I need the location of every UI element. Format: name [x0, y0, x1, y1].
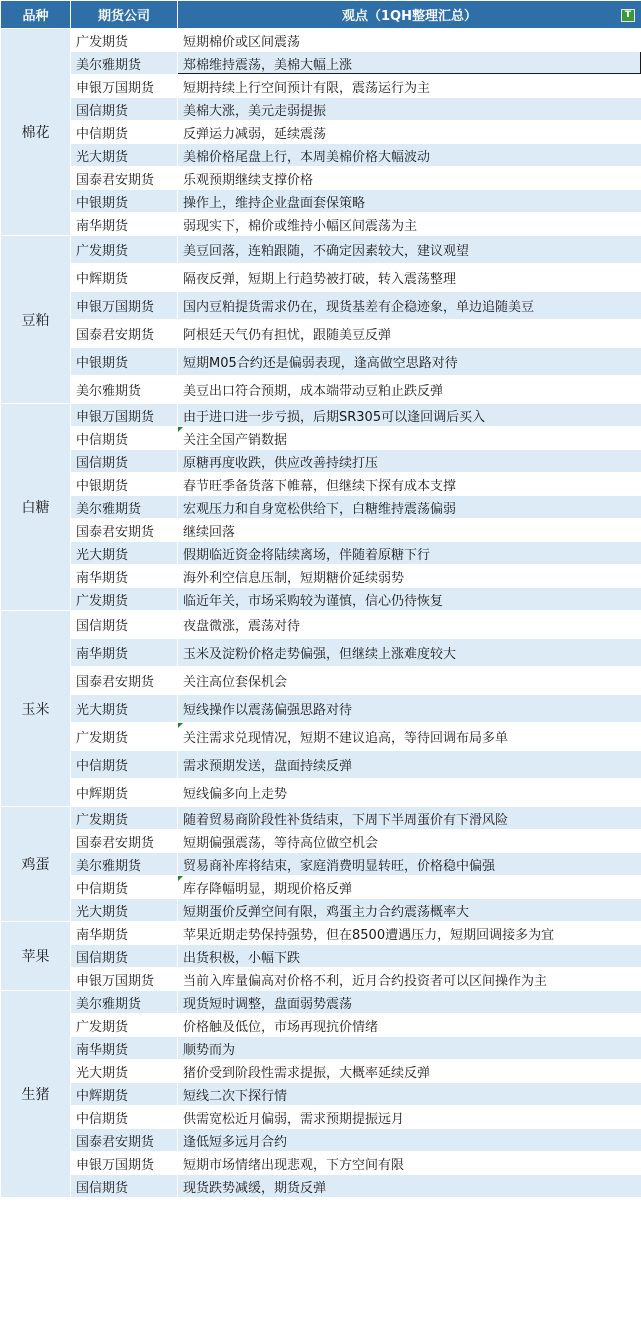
view-cell[interactable] — [178, 1083, 641, 1106]
view-cell[interactable] — [178, 1060, 641, 1083]
view-text: 顺势而为 — [183, 1042, 236, 1058]
company-cell[interactable]: 国泰君安期货 — [71, 519, 178, 542]
table-row — [1, 473, 641, 496]
view-text: 短线二次下探行情 — [183, 1088, 288, 1104]
company-cell[interactable]: 国信期货 — [71, 945, 178, 968]
view-cell[interactable] — [178, 29, 641, 52]
view-text: 短线偏多向上走势 — [183, 787, 288, 802]
view-cell[interactable] — [178, 264, 641, 292]
comment-indicator-icon — [178, 427, 183, 432]
view-cell[interactable] — [178, 1106, 641, 1129]
company-cell[interactable]: 国泰君安期货 — [71, 320, 178, 348]
view-text: 原糖再度收跌，供应改善持续打压 — [183, 455, 379, 471]
company-cell[interactable]: 美尔雅期货 — [71, 991, 178, 1014]
view-cell[interactable] — [178, 751, 641, 779]
view-text: 玉米及淀粉价格走势偏强，但继续上涨难度较大 — [183, 647, 457, 662]
company-cell[interactable]: 广发期货 — [71, 723, 178, 751]
header-company[interactable]: 期货公司 — [71, 1, 178, 29]
variety-cell[interactable]: 苹果 — [1, 922, 71, 991]
view-cell[interactable] — [178, 542, 641, 565]
variety-cell[interactable]: 鸡蛋 — [1, 807, 71, 922]
filter-icon[interactable]: T — [621, 9, 635, 22]
view-text: 短线操作以震荡偏强思路对待 — [183, 703, 353, 718]
table-row — [1, 695, 641, 723]
company-cell[interactable]: 广发期货 — [71, 588, 178, 611]
table-body — [1, 29, 641, 1198]
view-text: 短期蛋价反弹空间有限，鸡蛋主力合约震荡概率大 — [183, 904, 470, 920]
table-row — [1, 853, 641, 876]
company-cell[interactable]: 中银期货 — [71, 348, 178, 376]
view-cell[interactable] — [178, 565, 641, 588]
company-cell[interactable]: 南华期货 — [71, 565, 178, 588]
table-row — [1, 1152, 641, 1175]
company-cell[interactable]: 美尔雅期货 — [71, 376, 178, 404]
company-cell[interactable]: 中辉期货 — [71, 264, 178, 292]
view-text: 当前入库量偏高对价格不利，近月合约投资者可以区间操作为主 — [183, 973, 548, 989]
table-row — [1, 1060, 641, 1083]
view-text: 美棉大涨，美元走弱提振 — [183, 103, 327, 119]
view-text: 美棉价格尾盘上行，本周美棉价格大幅波动 — [183, 149, 431, 165]
company-cell[interactable]: 申银万国期货 — [71, 968, 178, 991]
company-cell[interactable]: 中信期货 — [71, 751, 178, 779]
view-text: 由于进口进一步亏损，后期SR305可以逢回调后买入 — [183, 409, 486, 425]
view-text: 出货积极，小幅下跌 — [183, 950, 301, 966]
company-cell[interactable]: 中信期货 — [71, 1106, 178, 1129]
company-cell[interactable]: 光大期货 — [71, 144, 178, 167]
view-text: 假期临近资金将陆续离场，伴随着原糖下行 — [183, 547, 431, 563]
table-row — [1, 320, 641, 348]
company-cell[interactable]: 中辉期货 — [71, 1083, 178, 1106]
table-row — [1, 1175, 641, 1198]
view-text: 库存降幅明显，期现价格反弹 — [183, 881, 353, 897]
view-cell[interactable] — [178, 1152, 641, 1175]
table-row — [1, 404, 641, 427]
view-cell[interactable] — [178, 450, 641, 473]
view-cell[interactable] — [178, 968, 641, 991]
view-text: 现货短时调整，盘面弱势震荡 — [183, 996, 353, 1012]
view-text: 猪价受到阶段性需求提振，大概率延续反弹 — [183, 1065, 431, 1081]
company-cell[interactable]: 国泰君安期货 — [71, 167, 178, 190]
table-row — [1, 1083, 641, 1106]
view-text: 供需宽松近月偏弱，需求预期提振远月 — [183, 1111, 405, 1127]
view-cell[interactable] — [178, 876, 641, 899]
table-row — [1, 588, 641, 611]
view-text: 隔夜反弹，短期上行趋势被打破，转入震荡整理 — [183, 272, 457, 287]
table-row — [1, 376, 641, 404]
view-cell[interactable] — [178, 190, 641, 213]
company-cell[interactable]: 光大期货 — [71, 1060, 178, 1083]
view-text: 美豆回落，连粕跟随，不确定因素较大，建议观望 — [183, 244, 470, 259]
view-cell[interactable] — [178, 611, 641, 639]
header-row — [1, 1, 641, 29]
view-cell[interactable] — [178, 899, 641, 922]
view-cell[interactable] — [178, 404, 641, 427]
table-row — [1, 450, 641, 473]
table-row — [1, 1106, 641, 1129]
table-row — [1, 922, 641, 945]
table-row — [1, 991, 641, 1014]
view-cell[interactable] — [178, 695, 641, 723]
company-cell[interactable]: 申银万国期货 — [71, 404, 178, 427]
view-text: 春节旺季备货落下帷幕，但继续下探有成本支撑 — [183, 478, 457, 494]
table-row — [1, 542, 641, 565]
table-row — [1, 1129, 641, 1152]
variety-cell[interactable]: 生猪 — [1, 991, 71, 1198]
company-cell[interactable]: 中信期货 — [71, 121, 178, 144]
view-cell[interactable] — [178, 144, 641, 167]
variety-cell[interactable]: 豆粕 — [1, 236, 71, 404]
company-cell[interactable]: 国泰君安期货 — [71, 667, 178, 695]
table-row — [1, 213, 641, 236]
table-row — [1, 52, 641, 75]
table-row — [1, 348, 641, 376]
view-text: 继续回落 — [183, 524, 236, 540]
company-cell[interactable]: 南华期货 — [71, 639, 178, 667]
view-cell[interactable] — [178, 779, 641, 807]
table-row — [1, 264, 641, 292]
view-text: 郑棉维持震荡，美棉大幅上涨 — [183, 57, 353, 73]
company-cell[interactable]: 国信期货 — [71, 1175, 178, 1198]
table-row — [1, 75, 641, 98]
view-text: 美豆出口符合预期，成本端带动豆粕止跌反弹 — [183, 384, 444, 399]
view-text: 短期偏强震荡，等待高位做空机会 — [183, 835, 379, 851]
view-text: 乐观预期继续支撑价格 — [183, 172, 314, 188]
company-cell[interactable]: 广发期货 — [71, 29, 178, 52]
company-cell[interactable]: 中银期货 — [71, 190, 178, 213]
company-cell[interactable]: 国泰君安期货 — [71, 830, 178, 853]
company-cell[interactable]: 南华期货 — [71, 213, 178, 236]
table-row — [1, 945, 641, 968]
view-cell[interactable] — [178, 1175, 641, 1198]
view-cell[interactable] — [178, 292, 641, 320]
view-text: 临近年关，市场采购较为谨慎，信心仍待恢复 — [183, 593, 444, 609]
view-cell[interactable] — [178, 667, 641, 695]
view-text: 阿根廷天气仍有担忧，跟随美豆反弹 — [183, 328, 392, 343]
view-text: 现货跌势减缓，期货反弹 — [183, 1180, 327, 1196]
view-cell[interactable] — [178, 922, 641, 945]
view-cell[interactable] — [178, 98, 641, 121]
view-cell[interactable] — [178, 167, 641, 190]
view-cell[interactable] — [178, 52, 641, 75]
company-cell[interactable]: 广发期货 — [71, 807, 178, 830]
view-text: 价格触及低位，市场再现抗价情绪 — [183, 1019, 379, 1035]
company-cell[interactable]: 中辉期货 — [71, 779, 178, 807]
company-cell[interactable]: 中银期货 — [71, 473, 178, 496]
view-cell[interactable] — [178, 1014, 641, 1037]
view-text: 苹果近期走势保持强势，但在8500遭遇压力，短期回调接多为宜 — [183, 927, 555, 943]
table-row — [1, 519, 641, 542]
variety-cell[interactable]: 玉米 — [1, 611, 71, 807]
view-cell[interactable] — [178, 496, 641, 519]
company-cell[interactable]: 美尔雅期货 — [71, 853, 178, 876]
variety-cell[interactable]: 白糖 — [1, 404, 71, 611]
table-row — [1, 968, 641, 991]
company-cell[interactable]: 光大期货 — [71, 542, 178, 565]
view-text: 国内豆粕提货需求仍在，现货基差有企稳迹象，单边追随美豆 — [183, 300, 535, 315]
view-cell[interactable] — [178, 991, 641, 1014]
company-cell[interactable]: 中信期货 — [71, 427, 178, 450]
view-cell[interactable] — [178, 588, 641, 611]
header-view-label: 观点（1QH整理汇总） — [342, 9, 477, 24]
view-text: 短期M05合约还是偏弱表现，逢高做空思路对待 — [183, 356, 458, 371]
view-text: 反弹运力减弱，延续震荡 — [183, 126, 327, 142]
comment-indicator-icon — [178, 723, 183, 728]
table-row — [1, 876, 641, 899]
view-cell[interactable] — [178, 1037, 641, 1060]
company-cell[interactable]: 国泰君安期货 — [71, 1129, 178, 1152]
view-text: 逢低短多远月合约 — [183, 1134, 288, 1150]
table-row — [1, 144, 641, 167]
header-variety[interactable]: 品种 — [1, 1, 71, 29]
company-cell[interactable]: 光大期货 — [71, 899, 178, 922]
view-cell[interactable] — [178, 853, 641, 876]
table-row — [1, 751, 641, 779]
view-cell[interactable] — [178, 945, 641, 968]
company-cell[interactable]: 光大期货 — [71, 695, 178, 723]
company-cell[interactable]: 国信期货 — [71, 98, 178, 121]
view-text: 短期持续上行空间预计有限，震荡运行为主 — [183, 80, 431, 96]
table-row — [1, 1014, 641, 1037]
company-cell[interactable]: 广发期货 — [71, 1014, 178, 1037]
view-cell[interactable] — [178, 348, 641, 376]
table-row — [1, 830, 641, 853]
table-row — [1, 427, 641, 450]
table-row — [1, 899, 641, 922]
view-cell[interactable] — [178, 473, 641, 496]
table-row — [1, 496, 641, 519]
view-cell[interactable] — [178, 320, 641, 348]
company-cell[interactable]: 国信期货 — [71, 611, 178, 639]
view-text: 需求预期发送，盘面持续反弹 — [183, 759, 353, 774]
view-cell[interactable] — [178, 236, 641, 264]
view-text: 关注全国产销数据 — [183, 432, 288, 448]
view-text: 短期棉价或区间震荡 — [183, 34, 301, 50]
company-cell[interactable]: 中信期货 — [71, 876, 178, 899]
table-row — [1, 190, 641, 213]
view-text: 海外利空信息压制，短期糖价延续弱势 — [183, 570, 405, 586]
comment-indicator-icon — [178, 876, 183, 881]
view-text: 贸易商补库将结束，家庭消费明显转旺，价格稳中偏强 — [183, 858, 496, 874]
view-cell[interactable] — [178, 519, 641, 542]
table-row — [1, 779, 641, 807]
table-row — [1, 723, 641, 751]
company-cell[interactable]: 美尔雅期货 — [71, 496, 178, 519]
company-cell[interactable]: 广发期货 — [71, 236, 178, 264]
view-cell[interactable] — [178, 807, 641, 830]
company-cell[interactable]: 国信期货 — [71, 450, 178, 473]
view-text: 操作上，维持企业盘面套保策略 — [183, 195, 366, 211]
view-text: 关注需求兑现情况，短期不建议追高，等待回调布局多单 — [183, 731, 509, 746]
table-row — [1, 639, 641, 667]
company-cell[interactable]: 南华期货 — [71, 1037, 178, 1060]
view-text: 关注高位套保机会 — [183, 675, 288, 690]
table-row — [1, 121, 641, 144]
view-cell[interactable] — [178, 723, 641, 751]
table-row — [1, 1037, 641, 1060]
table-row — [1, 565, 641, 588]
table-row — [1, 807, 641, 830]
view-cell[interactable] — [178, 376, 641, 404]
table-row — [1, 236, 641, 264]
company-cell[interactable]: 申银万国期货 — [71, 75, 178, 98]
view-cell[interactable] — [178, 1129, 641, 1152]
table-row — [1, 667, 641, 695]
variety-cell[interactable]: 棉花 — [1, 29, 71, 236]
view-text: 短期市场情绪出现悲观，下方空间有限 — [183, 1157, 405, 1173]
view-cell[interactable] — [178, 121, 641, 144]
table-row — [1, 292, 641, 320]
view-text: 随着贸易商阶段性补货结束，下周下半周蛋价有下滑风险 — [183, 812, 509, 828]
view-cell[interactable] — [178, 213, 641, 236]
view-text: 弱现实下，棉价或维持小幅区间震荡为主 — [183, 218, 418, 234]
company-cell[interactable]: 美尔雅期货 — [71, 52, 178, 75]
company-cell[interactable]: 南华期货 — [71, 922, 178, 945]
table-row — [1, 98, 641, 121]
table-row — [1, 29, 641, 52]
table-row — [1, 611, 641, 639]
view-cell[interactable] — [178, 830, 641, 853]
view-cell[interactable] — [178, 75, 641, 98]
view-cell[interactable] — [178, 427, 641, 450]
view-cell[interactable] — [178, 639, 641, 667]
header-view[interactable] — [178, 1, 641, 29]
view-text: 宏观压力和自身宽松供给下，白糖维持震荡偏弱 — [183, 501, 457, 517]
table-row — [1, 167, 641, 190]
view-text: 夜盘微涨，震荡对待 — [183, 619, 301, 634]
company-cell[interactable]: 申银万国期货 — [71, 1152, 178, 1175]
company-cell[interactable]: 申银万国期货 — [71, 292, 178, 320]
